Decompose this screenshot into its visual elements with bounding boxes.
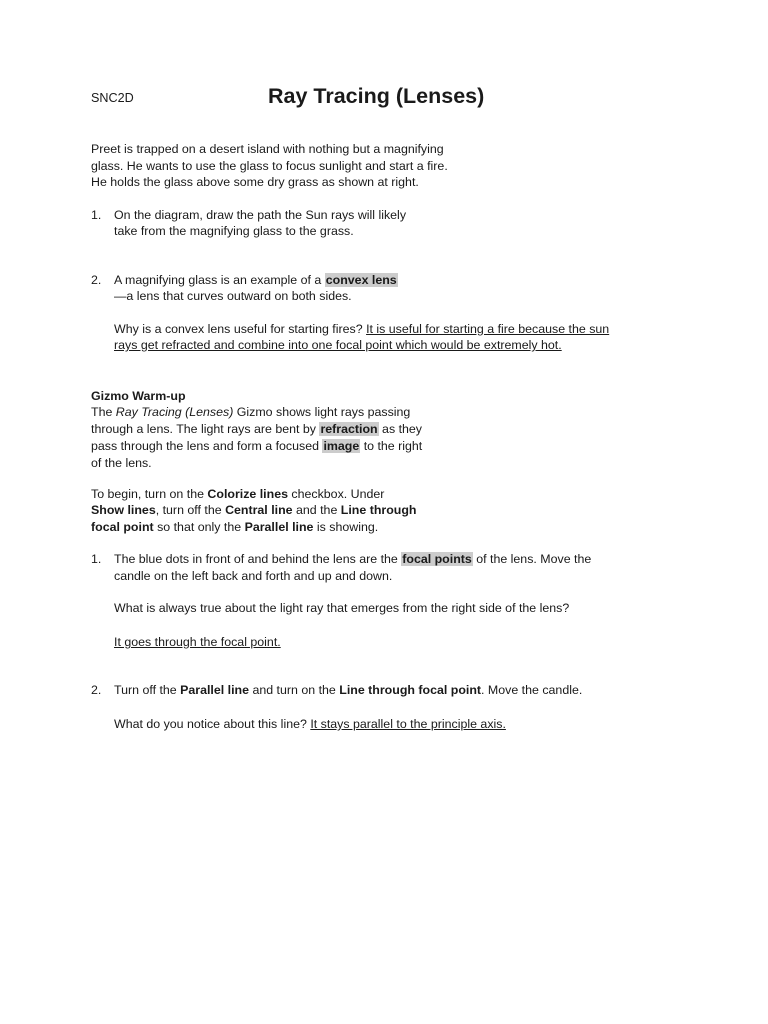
intro-line-1: Preet is trapped on a desert island with nothing but a magnifying: [91, 142, 444, 156]
course-code: SNC2D: [91, 91, 134, 105]
warmup-line-2-a: through a lens. The light rays are bent by: [91, 422, 320, 436]
q2-question: Why is a convex lens useful for starting fires?: [114, 322, 367, 336]
instructions-line-2: [91, 502, 417, 518]
w2-question: What do you notice about this line?: [114, 717, 311, 731]
gizmo-warmup-heading: Gizmo Warm-up: [91, 389, 186, 403]
colorize-lines-term: Colorize lines: [207, 487, 288, 501]
intro-line-3: He holds the glass above some dry grass as shown at right.: [91, 175, 419, 189]
intro-line-2: glass. He wants to use the glass to focus sunlight and start a fire.: [91, 159, 448, 173]
instr-3-b: is showing.: [313, 520, 379, 534]
q2-question-line: [114, 321, 609, 337]
page-title: Ray Tracing (Lenses): [268, 84, 485, 108]
highlight-focal-points: focal points: [402, 552, 472, 566]
q1-number: 1.: [91, 208, 102, 222]
line-through-focal-point-bold: Line through focal point: [339, 683, 482, 697]
q2-answer-part-1: It is useful for starting a fire because the sun: [366, 322, 610, 336]
warmup-line-2-b: as they: [378, 422, 423, 436]
w2-line-1-a: Turn off the: [114, 683, 181, 697]
q2-number: 2.: [91, 273, 102, 287]
instructions-line-1: [91, 486, 384, 502]
w1-line-1-b: of the lens. Move the: [472, 552, 592, 566]
warmup-line-4: of the lens.: [91, 456, 152, 470]
w2-question-line: [114, 716, 506, 732]
w1-line-2: candle on the left back and forth and up and down.: [114, 569, 393, 583]
w1-line-1-a: The blue dots in front of and behind the lens are the: [114, 552, 402, 566]
w1-answer: It goes through the focal point.: [114, 635, 281, 649]
parallel-line-bold: Parallel line: [180, 683, 249, 697]
w2-line-1-c: . Move the candle.: [481, 683, 583, 697]
highlight-refraction: refraction: [320, 422, 378, 436]
w1-line-1: [114, 551, 591, 567]
q2-line-2: —a lens that curves outward on both sides.: [114, 289, 352, 303]
instr-1-a: To begin, turn on the: [91, 487, 208, 501]
highlight-image: image: [323, 439, 360, 453]
warmup-line-2: [91, 421, 422, 437]
warmup-line-1-a: The: [91, 405, 116, 419]
warmup-line-3-a: pass through the lens and form a focused: [91, 439, 323, 453]
w2-line-1-b: and turn on the: [249, 683, 340, 697]
q2-line-1: [114, 272, 398, 288]
instr-2-b: and the: [292, 503, 341, 517]
instr-2-a: , turn off the: [155, 503, 226, 517]
q2-line-1-text: A magnifying glass is an example of a: [114, 273, 325, 287]
central-line-term: Central line: [225, 503, 293, 517]
show-lines-term: Show lines: [91, 503, 156, 517]
warmup-line-1-b: Gizmo shows light rays passing: [233, 405, 411, 419]
q1-line-2: take from the magnifying glass to the grass.: [114, 224, 354, 238]
warmup-line-3: [91, 438, 422, 454]
w2-number: 2.: [91, 683, 102, 697]
instr-3-a: so that only the: [153, 520, 245, 534]
w1-number: 1.: [91, 552, 102, 566]
q1-line-1: On the diagram, draw the path the Sun rays will likely: [114, 208, 407, 222]
instr-1-b: checkbox. Under: [287, 487, 385, 501]
w2-line-1: [114, 682, 582, 698]
gizmo-name: Ray Tracing (Lenses): [115, 405, 234, 419]
parallel-line-term: Parallel line: [244, 520, 314, 534]
instructions-line-3: [91, 519, 378, 535]
line-through-term: Line through: [340, 503, 417, 517]
w2-answer: It stays parallel to the principle axis.: [310, 717, 506, 731]
warmup-line-1: [91, 404, 410, 420]
w1-question: What is always true about the light ray that emerges from the right side of the lens?: [114, 601, 570, 615]
focal-point-term: focal point: [91, 520, 154, 534]
warmup-line-3-b: to the right: [360, 439, 423, 453]
q2-answer-part-2: rays get refracted and combine into one focal point which would be extremely hot.: [114, 338, 562, 352]
highlight-convex-lens: convex lens: [325, 273, 397, 287]
